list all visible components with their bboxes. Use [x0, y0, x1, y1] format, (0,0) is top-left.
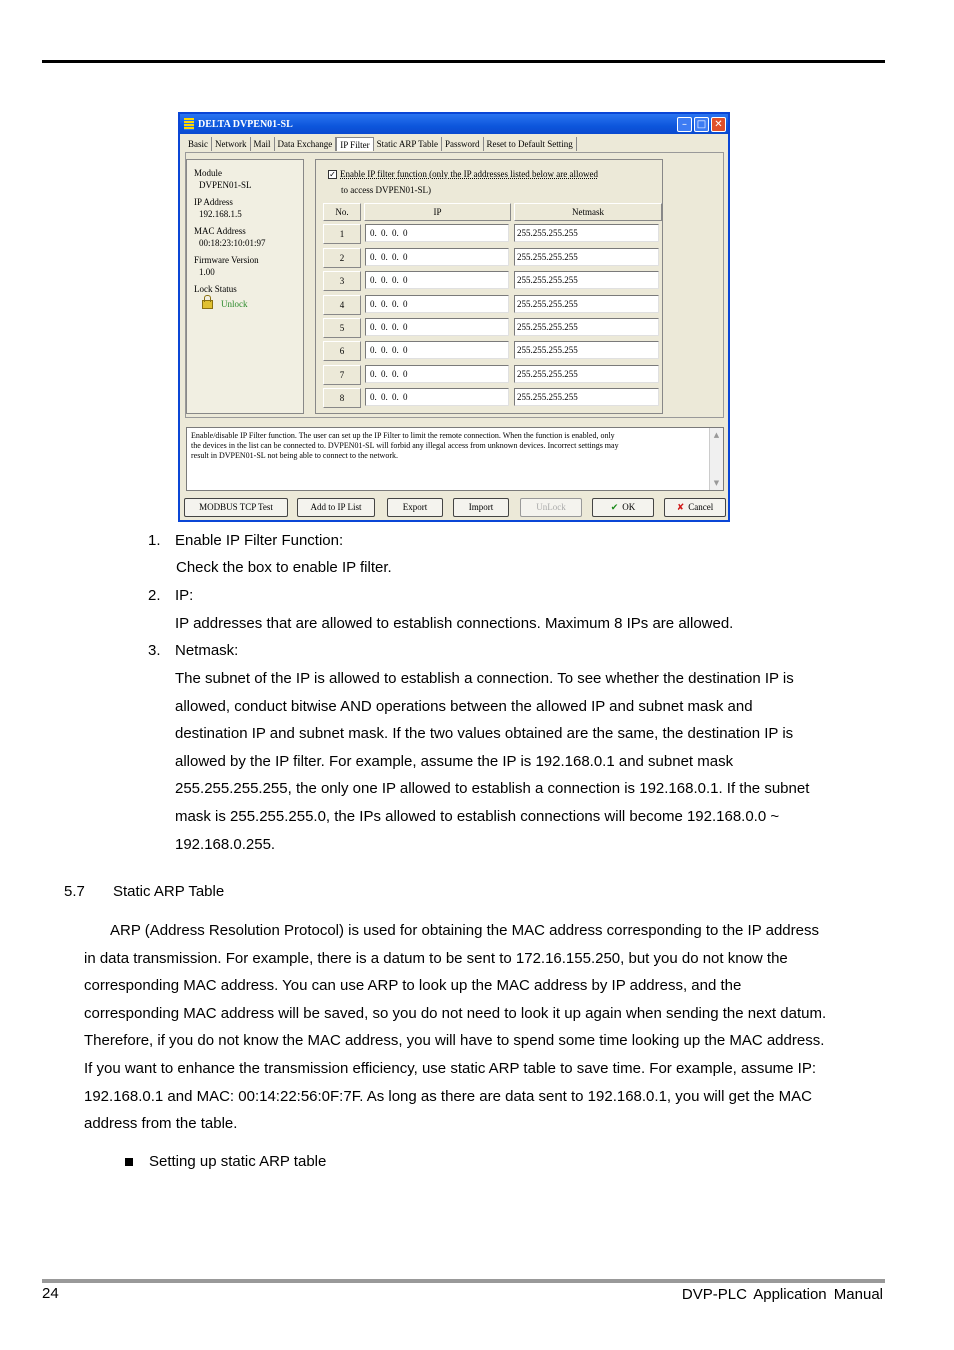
list-number: 1.	[148, 532, 161, 549]
table-header	[323, 203, 662, 221]
body-line: allowed, conduct bitwise AND operations between the allowed IP and subnet mask and	[175, 697, 753, 715]
description-line: the devices in the list can be connected to. DVPEN01-SL will forbid any illegal access from unknown devices. Incorrect settings may	[191, 441, 619, 450]
row-number: 2	[323, 248, 361, 268]
tab-data-exchange[interactable]: Data Exchange	[275, 137, 337, 151]
section-number: 5.7	[64, 883, 85, 900]
description-line: Enable/disable IP Filter function. The user can set up the IP Filter to limit the remote connection. When the function is enabled, only	[191, 431, 615, 440]
body-line: destination IP and subnet mask. If the two values obtained are the same, the destination IP is	[175, 725, 794, 743]
footer-rule	[42, 1279, 885, 1283]
ip-field[interactable]: 0. 0. 0. 0	[365, 365, 509, 383]
module-value: DVPEN01-SL	[199, 180, 252, 190]
minimize-icon[interactable]: –	[677, 117, 692, 132]
row-number: 5	[323, 318, 361, 338]
ok-label: OK	[622, 502, 636, 512]
description-line: result in DVPEN01-SL not being able to connect to the network.	[191, 451, 398, 460]
netmask-field[interactable]: 255.255.255.255	[514, 248, 659, 266]
table-row	[323, 341, 662, 361]
row-number: 1	[323, 224, 361, 244]
ip-address-label: IP Address	[194, 197, 233, 207]
square-bullet-icon	[125, 1158, 133, 1166]
dvpen01-dialog	[178, 112, 730, 522]
tab-mail[interactable]: Mail	[251, 137, 275, 151]
enable-ip-filter-label-cont: to access DVPEN01-SL)	[341, 185, 431, 195]
ok-button[interactable]	[592, 498, 654, 517]
manual-title: DVP-PLC Application Manual	[681, 1286, 883, 1303]
tab-ip-filter[interactable]: IP Filter	[336, 137, 373, 151]
cancel-label: Cancel	[688, 502, 714, 512]
tab-basic[interactable]: Basic	[185, 137, 212, 151]
ip-filter-box	[315, 159, 663, 414]
mac-address-label: MAC Address	[194, 226, 246, 236]
ip-filter-table	[323, 203, 662, 408]
firmware-label: Firmware Version	[194, 255, 259, 265]
window-title: DELTA DVPEN01-SL	[198, 118, 293, 130]
row-number: 4	[323, 295, 361, 315]
cancel-button[interactable]	[664, 498, 726, 517]
module-info-box	[186, 159, 304, 414]
table-row	[323, 365, 662, 385]
button-bar	[180, 498, 728, 518]
paragraph-line: ARP (Address Resolution Protocol) is used for obtaining the MAC address corresponding to the IP address	[110, 922, 819, 939]
table-row	[323, 388, 662, 408]
paragraph-line: corresponding MAC address. You can use ARP to look up the MAC address by IP address, and the	[84, 977, 742, 995]
section-paragraph	[84, 917, 826, 1138]
table-row	[323, 224, 662, 244]
ip-address-value: 192.168.1.5	[199, 209, 242, 219]
maximize-icon[interactable]: □	[694, 117, 709, 132]
list-item-title: Netmask:	[175, 642, 239, 659]
paragraph-line: 192.168.0.1 and MAC: 00:14:22:56:0F:7F. As long as there are data sent to 192.168.0.1, you will get the MAC	[84, 1087, 812, 1105]
close-icon[interactable]: ✕	[711, 117, 726, 132]
export-button[interactable]: Export	[387, 498, 443, 517]
list-number: 3.	[148, 642, 161, 659]
body-line: mask is 255.255.255.0, the IPs allowed to establish connections will become 192.168.0.0 ~	[175, 807, 780, 825]
modbus-tcp-test-button[interactable]: MODBUS TCP Test	[184, 498, 288, 517]
list-item-title: IP:	[175, 587, 194, 604]
header-ip: IP	[364, 203, 511, 221]
table-row	[323, 248, 662, 268]
tab-password[interactable]: Password	[442, 137, 484, 151]
body-line: The subnet of the IP is allowed to establish a connection. To see whether the destination IP is	[175, 670, 794, 687]
bullet-text: Setting up static ARP table	[149, 1153, 327, 1170]
body-line: allowed by the IP filter. For example, assume the IP is 192.168.0.1 and subnet mask	[175, 752, 734, 770]
paragraph-line: in data transmission. For example, there is a datum to be sent to 172.16.155.250, but you do not know the	[84, 949, 788, 967]
body-line: 255.255.255.255, the only one IP allowed to establish a connection is 192.168.0.1. If the subnet	[175, 780, 810, 798]
scroll-up-icon[interactable]: ▲	[713, 431, 720, 439]
enable-ip-filter-label: Enable IP filter function (only the IP addresses listed below are allowed	[340, 169, 599, 179]
row-number: 8	[323, 388, 361, 408]
list-item-body	[175, 665, 809, 858]
lock-status-value: Unlock	[221, 299, 248, 309]
header-netmask: Netmask	[514, 203, 662, 221]
paragraph-line: Therefore, if you do not know the MAC address, you will have to spend some time looking up the MAC address.	[84, 1032, 825, 1050]
ip-field[interactable]: 0. 0. 0. 0	[365, 318, 509, 336]
lock-status-label: Lock Status	[194, 284, 237, 294]
ip-field[interactable]: 0. 0. 0. 0	[365, 295, 509, 313]
paragraph-line: If you want to enhance the transmission efficiency, use static ARP table to save time. For example, assume IP:	[84, 1059, 817, 1077]
table-row	[323, 295, 662, 315]
ip-field[interactable]: 0. 0. 0. 0	[365, 271, 509, 289]
enable-ip-filter-checkbox-row[interactable]	[328, 169, 598, 179]
unlock-button[interactable]: UnLock	[520, 498, 582, 517]
tab-network[interactable]: Network	[212, 137, 251, 151]
list-item-body: Check the box to enable IP filter.	[176, 559, 392, 576]
unlock-icon	[202, 300, 213, 309]
body-line: 192.168.0.255.	[175, 835, 276, 853]
title-bar	[180, 114, 728, 134]
tab-reset-default[interactable]: Reset to Default Setting	[484, 137, 577, 151]
enable-ip-filter-checkbox[interactable]: ✓	[329, 170, 336, 179]
section-title: Static ARP Table	[113, 883, 225, 900]
ip-field[interactable]: 0. 0. 0. 0	[365, 388, 509, 406]
window-controls	[677, 117, 726, 132]
ip-field[interactable]: 0. 0. 0. 0	[365, 248, 509, 266]
table-row	[323, 271, 662, 291]
list-item-body: IP addresses that are allowed to establish connections. Maximum 8 IPs are allowed.	[175, 615, 734, 632]
netmask-field[interactable]: 255.255.255.255	[514, 365, 659, 383]
ip-field[interactable]: 0. 0. 0. 0	[365, 224, 509, 242]
row-number: 7	[323, 365, 361, 385]
netmask-field[interactable]: 255.255.255.255	[514, 271, 659, 289]
netmask-field[interactable]: 255.255.255.255	[514, 341, 659, 359]
lock-status	[202, 299, 296, 309]
tab-static-arp-table[interactable]: Static ARP Table	[374, 137, 442, 151]
netmask-field[interactable]: 255.255.255.255	[514, 388, 659, 406]
tab-strip	[185, 137, 577, 151]
table-row	[323, 318, 662, 338]
import-button[interactable]: Import	[453, 498, 509, 517]
page-number: 24	[42, 1285, 59, 1302]
netmask-field[interactable]: 255.255.255.255	[514, 224, 659, 242]
description-textarea[interactable]	[186, 427, 724, 491]
row-number: 6	[323, 341, 361, 361]
cross-icon: ✘	[676, 503, 685, 513]
module-label: Module	[194, 168, 222, 178]
header-rule	[42, 60, 885, 63]
row-number: 3	[323, 271, 361, 291]
add-to-ip-list-button[interactable]: Add to IP List	[297, 498, 375, 517]
app-icon	[184, 118, 194, 130]
netmask-field[interactable]: 255.255.255.255	[514, 318, 659, 336]
paragraph-line: address from the table.	[84, 1115, 238, 1133]
firmware-value: 1.00	[199, 267, 215, 277]
list-item-title: Enable IP Filter Function:	[175, 532, 344, 549]
scroll-down-icon[interactable]: ▼	[713, 479, 720, 487]
ip-field[interactable]: 0. 0. 0. 0	[365, 341, 509, 359]
list-number: 2.	[148, 587, 161, 604]
netmask-field[interactable]: 255.255.255.255	[514, 295, 659, 313]
paragraph-line: corresponding MAC address will be saved, so you do not need to look it up again when sending the next datum.	[84, 1004, 827, 1022]
checkmark-icon: ✔	[610, 503, 619, 513]
mac-address-value: 00:18:23:10:01:97	[199, 238, 266, 248]
description-scrollbar[interactable]	[709, 428, 723, 490]
header-no: No.	[323, 203, 361, 221]
